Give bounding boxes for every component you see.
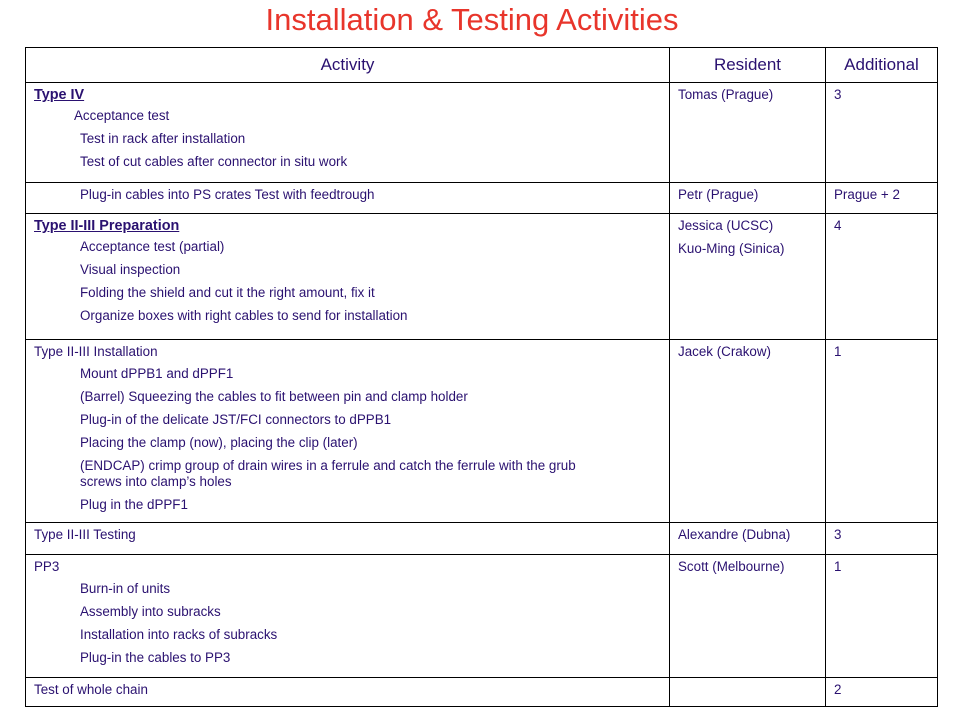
slide-title: Installation & Testing Activities <box>265 2 679 37</box>
table-row <box>26 340 938 523</box>
activity-item: Test in rack after installation <box>80 131 246 146</box>
section-heading: Type II-III Installation <box>34 344 158 359</box>
activity-item: Assembly into subracks <box>80 604 221 619</box>
resident-name: Kuo-Ming (Sinica) <box>678 241 785 256</box>
activity-cell <box>26 523 670 555</box>
table-row <box>26 678 938 707</box>
header-activity: Activity <box>26 48 670 83</box>
activity-item: Placing the clamp (now), placing the clip (later) <box>80 435 358 450</box>
activity-item: Organize boxes with right cables to send for installation <box>80 308 408 323</box>
activity-item: (ENDCAP) crimp group of drain wires in a ferrule and catch the ferrule with the grub screws into clamp’s holes <box>80 458 576 489</box>
activity-item: Plug-in the cables to PP3 <box>80 650 231 665</box>
activity-item: Test of cut cables after connector in situ work <box>80 154 348 169</box>
activity-item: Acceptance test (partial) <box>80 239 225 254</box>
header-resident: Resident <box>670 48 826 83</box>
activity-cell <box>26 555 670 678</box>
header-additional: Additional <box>826 48 938 83</box>
resident-name: Petr (Prague) <box>678 187 759 202</box>
additional-cell: 3 <box>826 83 938 183</box>
activity-item: Plug in the dPPF1 <box>80 497 188 512</box>
additional-cell: 4 <box>826 214 938 340</box>
table-header-row <box>26 48 938 83</box>
activity-cell <box>26 83 670 183</box>
resident-cell <box>670 678 826 707</box>
activity-cell <box>26 678 670 707</box>
activity-item: Visual inspection <box>80 262 181 277</box>
activity-item: Acceptance test <box>74 108 170 123</box>
table-row <box>26 83 938 183</box>
additional-cell: 3 <box>826 523 938 555</box>
activity-cell <box>26 183 670 214</box>
activity-item: Plug-in cables into PS crates Test with feedtrough <box>80 187 375 202</box>
section-heading: Type II-III Testing <box>34 527 136 542</box>
resident-cell <box>670 523 826 555</box>
activity-item: Mount dPPB1 and dPPF1 <box>80 366 234 381</box>
section-heading: Test of whole chain <box>34 682 148 697</box>
section-heading: Type II-III Preparation <box>34 218 180 234</box>
table-row <box>26 214 938 340</box>
section-heading: Type IV <box>34 87 85 103</box>
resident-name: Tomas (Prague) <box>678 87 774 102</box>
resident-cell <box>670 340 826 523</box>
resident-cell <box>670 83 826 183</box>
additional-cell: 2 <box>826 678 938 707</box>
activity-item: Folding the shield and cut it the right amount, fix it <box>80 285 375 300</box>
table-row <box>26 183 938 214</box>
activity-cell <box>26 214 670 340</box>
resident-name: Jacek (Crakow) <box>678 344 772 359</box>
activity-item: (Barrel) Squeezing the cables to fit between pin and clamp holder <box>80 389 468 404</box>
resident-name: Scott (Melbourne) <box>678 559 785 574</box>
additional-cell: 1 <box>826 555 938 678</box>
activity-item: Burn-in of units <box>80 581 171 596</box>
activity-item: Plug-in of the delicate JST/FCI connectors to dPPB1 <box>80 412 392 427</box>
section-heading: PP3 <box>34 559 60 574</box>
activity-cell <box>26 340 670 523</box>
resident-cell <box>670 555 826 678</box>
activity-item: Installation into racks of subracks <box>80 627 278 642</box>
resident-name: Alexandre (Dubna) <box>678 527 791 542</box>
resident-cell <box>670 183 826 214</box>
additional-cell: Prague + 2 <box>826 183 938 214</box>
table-row <box>26 555 938 678</box>
table-row <box>26 523 938 555</box>
resident-cell <box>670 214 826 340</box>
resident-name: Jessica (UCSC) <box>678 218 774 233</box>
activities-table <box>25 47 938 707</box>
additional-cell: 1 <box>826 340 938 523</box>
